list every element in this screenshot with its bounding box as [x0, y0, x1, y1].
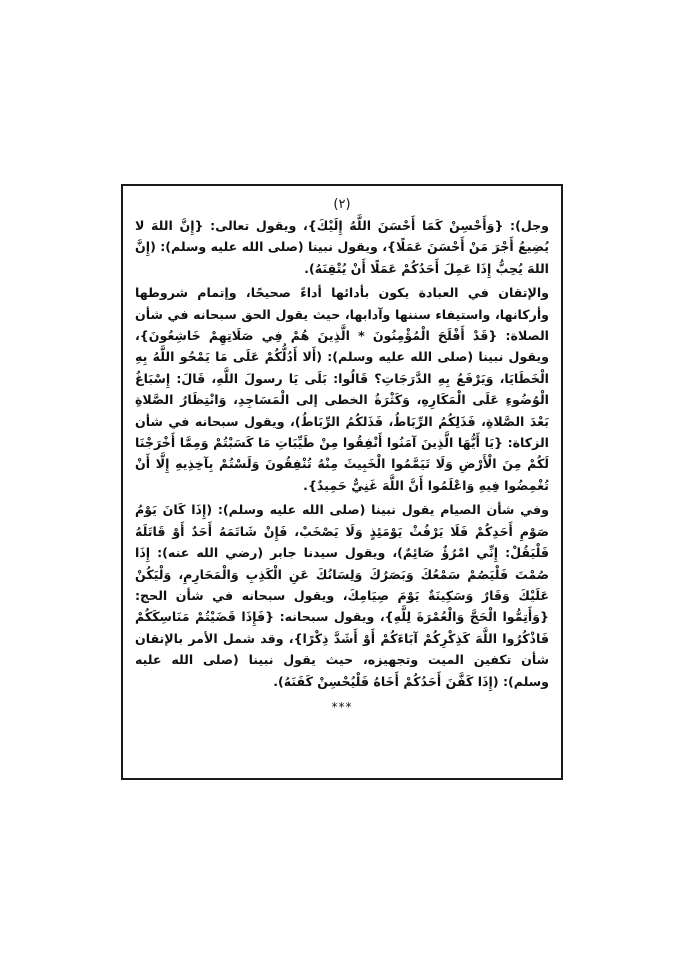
section-separator: ***: [331, 699, 353, 714]
paragraph-worship: والإتقان في العبادة يكون بأدائها أداءً صحيحًا، وإتمام شروطها وأركانها، واستيفاء سننها وآدابها، حيث يقول الحق سبحانه في شأن الصلاة: {قَدْ أَفْلَحَ الْمُؤْمِنُونَ * الَّذِينَ هُمْ فِي صَلَاتِهِمْ خَاشِعُونَ}، ويقول نبينا (صلى الله عليه وسلم): (أَلا أَدُلُّكُمْ عَلَى مَا يَمْحُو اللَّهُ بِهِ الْخَطَايَا، وَيَرْفَعُ بِهِ الدَّرَجَاتِ؟ قَالُوا: بَلَى يَا رسولَ اللَّهِ، قَالَ: إِسْبَاغُ الْوُضُوءِ عَلَى الْمَكَارِهِ، وَكَثْرَةُ الخطى إلى الْمَسَاجِدِ، وَانْتِظَارُ الصَّلاةِ بَعْدَ الصَّلاةِ، فَذَلِكُمُ الرِّبَاطُ، فَذَلكُمُ الرِّبَاطُ)، ويقول سبحانه في شأن الزكاة: {يَا أَيُّهَا الَّذِينَ آمَنُوا أَنْفِقُوا مِنْ طَيِّبَاتِ مَا كَسَبْتُمْ وَمِمَّا أَخْرَجْنَا لَكُمْ مِنَ الْأَرْضِ وَلَا تَيَمَّمُوا الْخَبِيثَ مِنْهُ تُنْفِقُونَ وَلَسْتُمْ بِآخِذِيهِ إِلَّا أَنْ تُغْمِضُوا فِيهِ وَاعْلَمُوا أَنَّ اللَّهَ غَنِيٌّ حَمِيدٌ}.: [135, 285, 549, 493]
paragraph-ihsan: وجل): {وَأَحْسِنْ كَمَا أَحْسَنَ اللَّهُ إِلَيْكَ}، ويقول تعالى: {إِنَّ اللهَ لا يُضِيعُ أَجْرَ مَنْ أَحْسَنَ عَمَلًا}، ويقول نبينا (صلى الله عليه وسلم): (إِنَّ اللهَ يُحِبُّ إِذَا عَمِلَ أَحَدُكُمْ عَمَلًا أَنْ يُتْقِنَهُ).: [135, 218, 549, 276]
page-frame: [121, 184, 563, 780]
page-number: (٢): [333, 197, 351, 212]
paragraph-fasting-hajj: وفي شأن الصيام يقول نبينا (صلى الله عليه وسلم): (إِذَا كَانَ يَوْمُ صَوْمِ أَحَدِكُمْ فَلَا يَرْفُثْ يَوْمَئِذٍ وَلَا يَصْخَبْ، فَإِنْ شَاتَمَهُ أَحَدٌ أَوْ قَاتَلَهُ فَلْيَقُلْ: إِنِّي امْرُؤٌ صَائِمٌ)، ويقول سيدنا جابر (رضي الله عنه): إِذَا صُمْتَ فَلْيَصُمْ سَمْعُكَ وَبَصَرُكَ وَلِسَانُكَ عَنِ الْكَذِبِ وَالْمَحَارِمِ، وَلْيَكُنْ عَلَيْكَ وَقَارٌ وَسَكِينَةٌ يَوْمَ صِيَامِكَ، ويقول سبحانه في شأن الحج: {وَأَتِمُّوا الْحَجَّ وَالْعُمْرَةَ لِلَّهِ}، ويقول سبحانه: {فَإِذَا قَضَيْتُمْ مَنَاسِكَكُمْ فَاذْكُرُوا اللَّهَ كَذِكْرِكُمْ آبَاءَكُمْ أَوْ أَشَدَّ ذِكْرًا}، وقد شمل الأمر بالإتقان شأن تكفين الميت وتجهيزه، حيث يقول نبينا (صلى الله عليه وسلم): (إِذَا كَفَّنَ أَحَدُكُمْ أَخَاهُ فَلْيُحْسِنْ كَفَنَهُ).: [135, 502, 549, 689]
